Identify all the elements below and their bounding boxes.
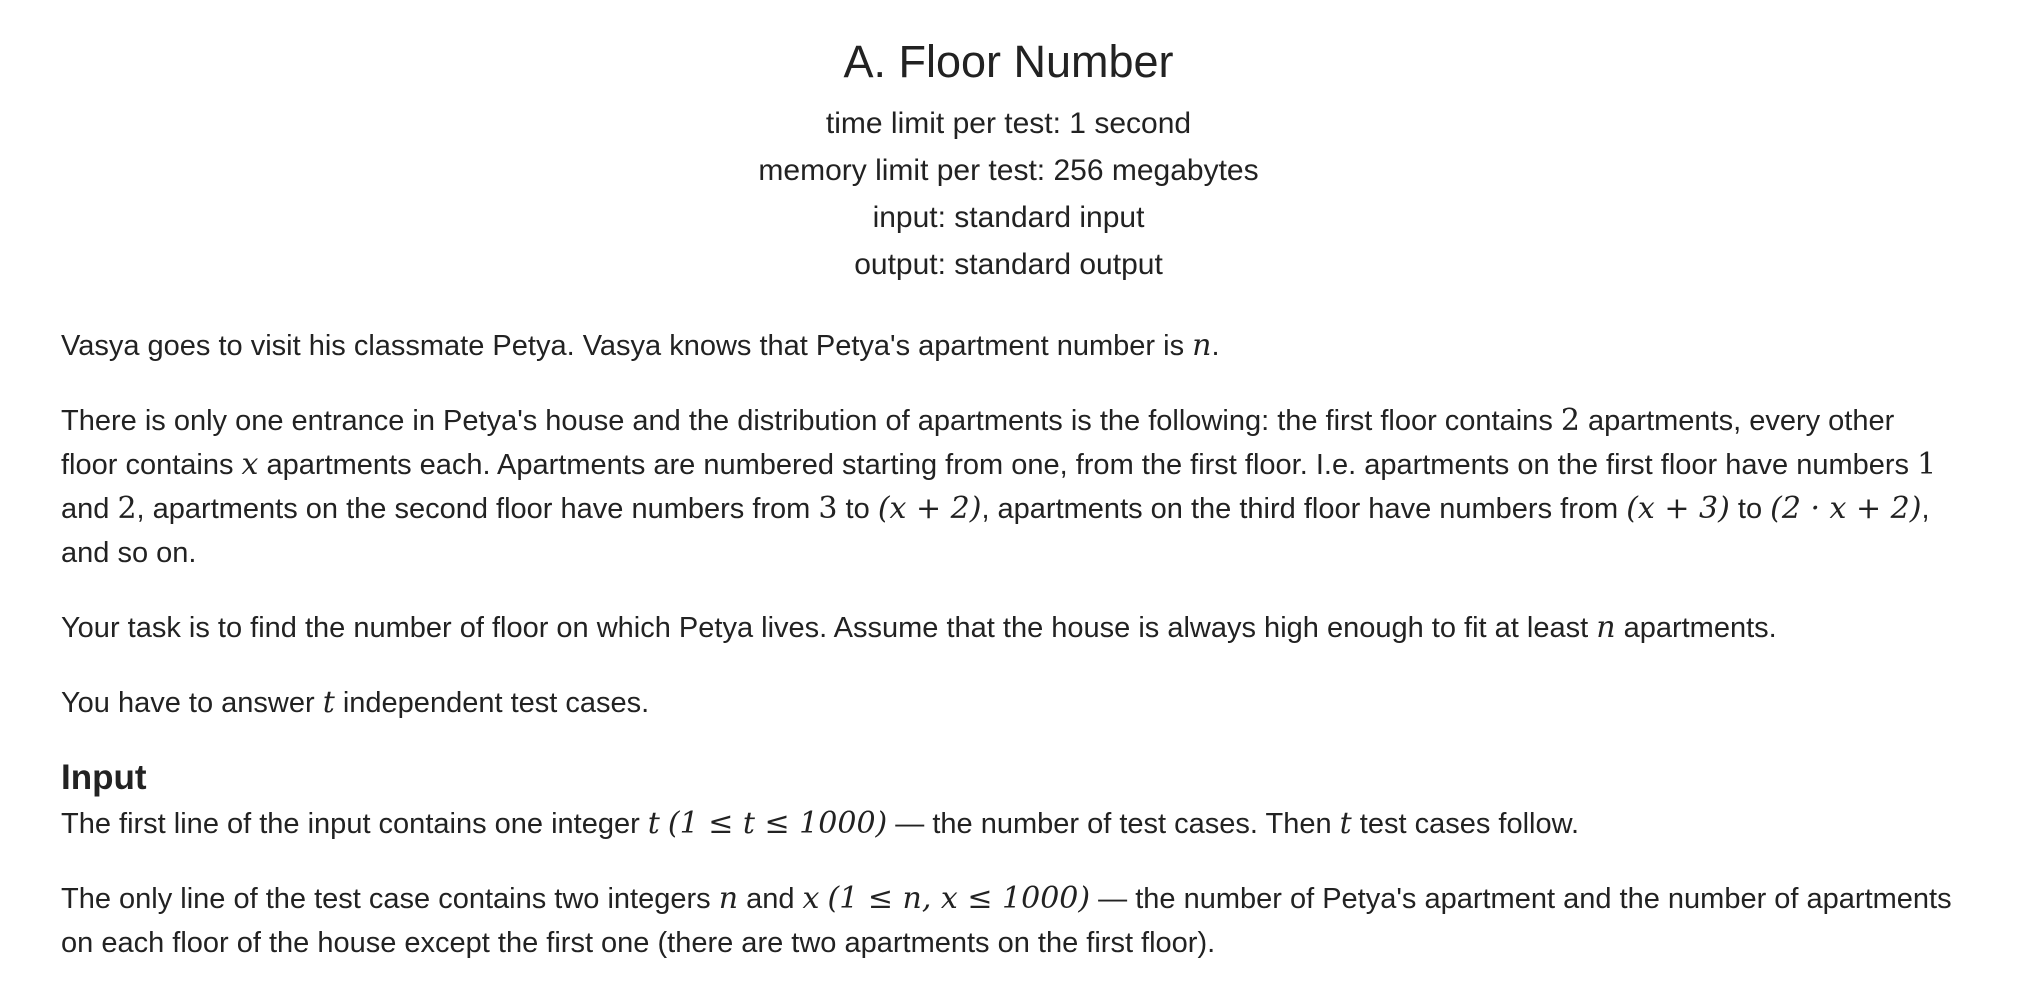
text: to [837,493,878,525]
input-paragraph-1 [61,802,1956,846]
text: and [61,493,118,525]
input-heading: Input [61,758,147,797]
text: . [1211,330,1220,362]
math-two: 2 [117,491,137,526]
text: apartments each. Apartments are numbered starting from one, from the first floor. I.e. apartments on the first floor have numbers [258,449,1918,481]
text: test cases follow. [1351,808,1580,840]
math-n: n [1596,610,1616,645]
math-x-plus-2: (x + 2) [877,491,982,526]
text: apartments, every other floor contains [61,405,1895,481]
math-t: t [647,806,660,841]
input-spec: input: standard input [872,201,1145,234]
text: , and so on. [61,493,1930,569]
memory-limit: memory limit per test: 256 megabytes [758,154,1259,187]
text: , apartments on the third floor have numbers from [981,493,1627,525]
math-x-plus-3: (x + 3) [1626,491,1730,526]
text: The only line of the test case contains two integers [61,883,719,915]
text: to [1729,493,1771,525]
text: Your task is to find the number of floor on which Petya lives. Assume that the house is always high enough to fit at least [61,612,1597,644]
math-x: x [241,447,259,482]
statement-paragraph-1 [61,324,1956,368]
text: Vasya goes to visit his classmate Petya. Vasya knows that Petya's apartment number is [61,330,1193,362]
text: and [738,883,803,915]
problem-statement [61,324,1956,725]
time-limit: time limit per test: 1 second [825,107,1192,140]
text: independent test cases. [334,687,650,719]
math-x: x [802,881,820,916]
math-three: 3 [818,491,838,526]
input-section [61,756,1956,965]
math-t-range: (1 ≤ t ≤ 1000) [667,806,888,841]
problem-title: A. Floor Number [843,36,1174,87]
math-t: t [322,685,335,720]
statement-paragraph-2 [61,399,1956,575]
text: The first line of the input contains one integer [61,808,648,840]
math-one: 1 [1917,447,1937,482]
text: , apartments on the second floor have numbers from [136,493,819,525]
problem-header [61,0,1956,288]
text: — the number of Petya's apartment and the number of apartments on each floor of the house except the first one (there are two apartments on the first floor). [61,883,1952,959]
text: — the number of test cases. Then [887,808,1340,840]
input-paragraph-2 [61,877,1956,965]
statement-paragraph-4 [61,681,1956,725]
math-two: 2 [1560,403,1580,438]
math-t: t [1339,806,1352,841]
output-spec: output: standard output [854,248,1163,281]
text: You have to answer [61,687,323,719]
text: There is only one entrance in Petya's house and the distribution of apartments is the following: the first floor contains [61,405,1561,437]
math-n-x-range: (1 ≤ n, x ≤ 1000) [827,881,1091,916]
text: apartments. [1615,612,1777,644]
math-2x-plus-2: (2 · x + 2) [1770,491,1922,526]
math-n: n [1192,328,1212,363]
statement-paragraph-3 [61,606,1956,650]
text [819,883,827,915]
text [660,808,668,840]
math-n: n [718,881,739,916]
